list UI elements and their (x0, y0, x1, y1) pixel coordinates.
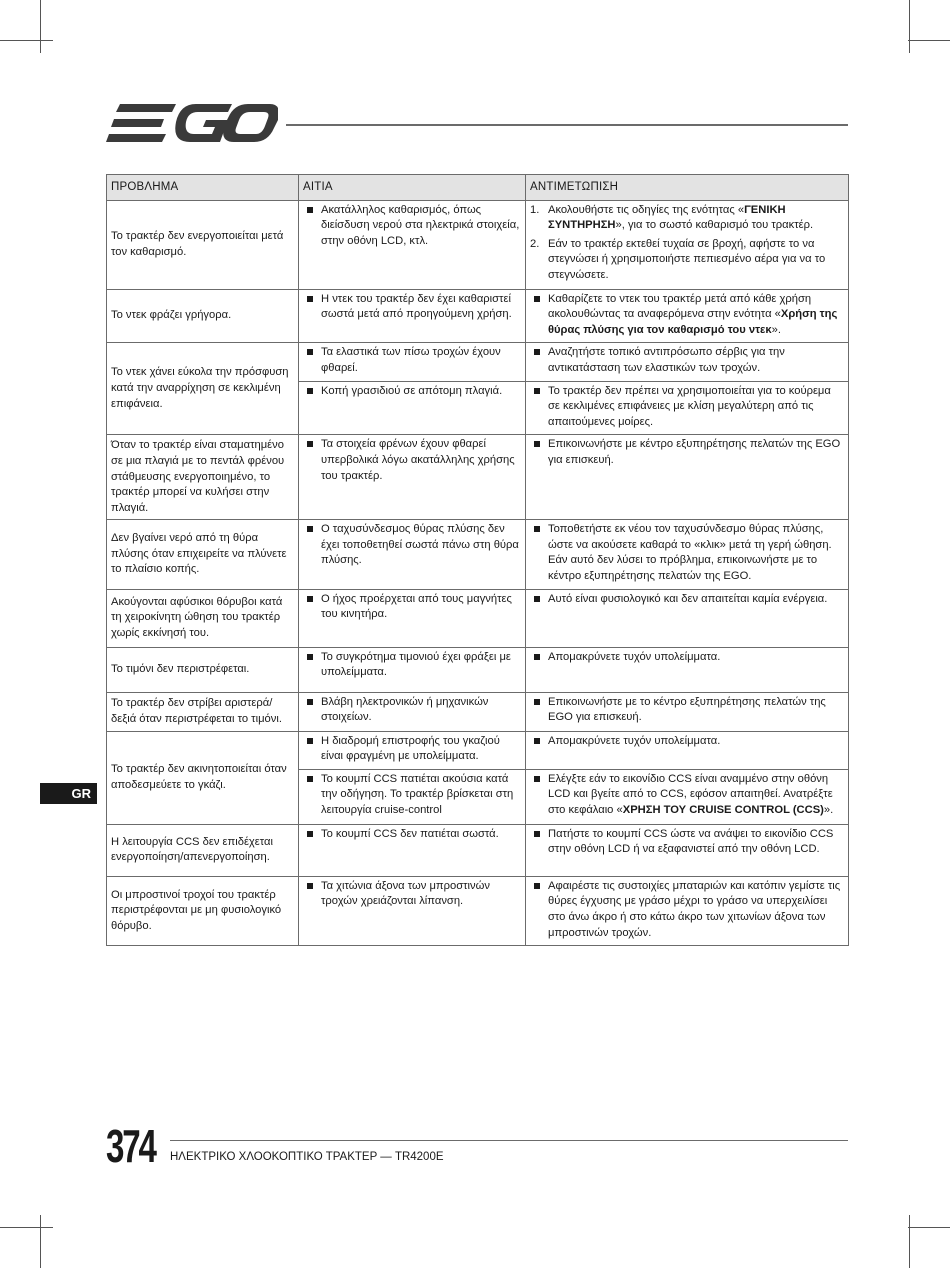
crop-mark (0, 40, 53, 41)
cause-text: Ο ταχυσύνδεσμος θύρας πλύσης δεν έχει τοποθετηθεί σωστά πάνω στη θύρα πλύσης. (303, 522, 521, 569)
cause-text: Η διαδρομή επιστροφής του γκαζιού είναι φραγμένη με υπολείμματα. (303, 734, 521, 765)
cause-cell (299, 769, 526, 824)
cause-text: Το κουμπί CCS δεν πατιέται σωστά. (303, 827, 521, 843)
remedy-cell (526, 589, 849, 647)
cause-text: Ο ήχος προέρχεται από τους μαγνήτες του κινητήρα. (303, 592, 521, 623)
problem-cell: Το ντεκ χάνει εύκολα την πρόσφυση κατά την αναρρίχηση σε κεκλιμένη επιφάνεια. (107, 343, 299, 435)
header-rule (286, 124, 848, 126)
remedy-cell (526, 769, 849, 824)
remedy-cell (526, 435, 849, 520)
footer-title: ΗΛΕΚΤΡΙΚΟ ΧΛΟΟΚΟΠΤΙΚΟ ΤΡΑΚΤΕΡ — TR4200E (170, 1151, 444, 1163)
problem-cell: Ακούγονται αφύσικοι θόρυβοι κατά τη χειροκίνητη ώθηση του τρακτέρ χωρίς εκκίνησή του. (107, 589, 299, 647)
table-row (107, 731, 849, 769)
crop-mark (40, 1215, 41, 1268)
problem-cell: Το τρακτέρ δεν ακινητοποιείται όταν αποδεσμεύετε το γκάζι. (107, 731, 299, 824)
remedy-text: Πατήστε το κουμπί CCS ώστε να ανάψει το εικονίδιο CCS στην οθόνη LCD ή να εξαφανιστεί από την οθόνη LCD. (530, 827, 844, 858)
remedy-step: 1. Ακολουθήστε τις οδηγίες της ενότητας «ΓΕΝΙΚΗ ΣΥΝΤΗΡΗΣΗ», για το σωστό καθαρισμό του τρακτέρ. (530, 203, 814, 232)
remedy-text: Αναζητήστε τοπικό αντιπρόσωπο σέρβις για την αντικατάσταση των ελαστικών των τροχών. (530, 345, 844, 376)
remedy-cell (526, 692, 849, 731)
remedy-step: 2. Εάν το τρακτέρ εκτεθεί τυχαία σε βροχή, αφήστε το να στεγνώσει ή χρησιμοποιήστε πεπιεσμένο αέρα για να το στεγνώσετε. (530, 237, 826, 281)
remedy-cell (526, 824, 849, 876)
footer-rule (170, 1140, 848, 1141)
remedy-text: Απομακρύνετε τυχόν υπολείμματα. (530, 734, 844, 750)
header-cause: ΑΙΤΙΑ (299, 175, 526, 201)
remedy-text: Επικοινωνήστε με το κέντρο εξυπηρέτησης πελατών της EGO για επισκευή. (530, 695, 844, 726)
crop-mark (909, 0, 910, 53)
cause-text: Τα στοιχεία φρένων έχουν φθαρεί υπερβολικά λόγω ακατάλληλης χρήσης του τρακτέρ. (303, 437, 521, 484)
remedy-cell (526, 200, 849, 289)
remedy-text: Αφαιρέστε τις συστοιχίες μπαταριών και κατόπιν γεμίστε τις θύρες έγχυσης με γράσο μέχρι το γράσο να υπερχειλίσει στο άνω άκρο ή στο κάτω άκρο των χιτωνίων άξονα των μπροστινών τροχών. (530, 879, 844, 941)
cause-cell (299, 876, 526, 945)
problem-cell: Όταν το τρακτέρ είναι σταματημένο σε μια πλαγιά με το πεντάλ φρένου στάθμευσης ενεργοποιημένο, το τρακτέρ μπορεί να κυλήσει στην πλαγιά. (107, 435, 299, 520)
table-row (107, 435, 849, 520)
page-number: 374 (106, 1120, 155, 1172)
troubleshooting-table (106, 174, 849, 946)
header-problem: ΠΡΟΒΛΗΜΑ (107, 175, 299, 201)
cause-text: Τα ελαστικά των πίσω τροχών έχουν φθαρεί. (303, 345, 521, 376)
remedy-text: Το τρακτέρ δεν πρέπει να χρησιμοποιείται για το κούρεμα σε κεκλιμένες επιφάνειες με κλίση μεγαλύτερη από τις απαιτούμενες μοίρες. (530, 384, 844, 431)
table-row (107, 200, 849, 289)
cause-cell (299, 381, 526, 435)
problem-cell: Το τρακτέρ δεν στρίβει αριστερά/ δεξιά όταν περιστρέφεται το τιμόνι. (107, 692, 299, 731)
crop-mark (40, 0, 41, 53)
remedy-text: Αυτό είναι φυσιολογικό και δεν απαιτείται καμία ενέργεια. (530, 592, 844, 608)
problem-cell: Η λειτουργία CCS δεν επιδέχεται ενεργοποίηση/απενεργοποίηση. (107, 824, 299, 876)
table-row (107, 520, 849, 589)
cause-cell (299, 343, 526, 381)
crop-mark (909, 1215, 910, 1268)
problem-cell: Δεν βγαίνει νερό από τη θύρα πλύσης όταν επιχειρείτε να πλύνετε το πλαίσιο κοπής. (107, 520, 299, 589)
cause-text: Ακατάλληλος καθαρισμός, όπως διείσδυση νερού στα ηλεκτρικά στοιχεία, στην οθόνη LCD, κτλ. (303, 203, 521, 250)
remedy-cell (526, 876, 849, 945)
cause-cell (299, 824, 526, 876)
problem-cell: Το τιμόνι δεν περιστρέφεται. (107, 647, 299, 692)
cause-text: Βλάβη ηλεκτρονικών ή μηχανικών στοιχείων. (303, 695, 521, 726)
remedy-text: Ελέγξτε εάν το εικονίδιο CCS είναι αναμμένο στην οθόνη LCD και βγείτε από το CCS, εφόσον απαιτηθεί. Ανατρέξτε στο κεφάλαιο «ΧΡΗΣΗ ΤΟΥ CRUISE CONTROL (CCS)». (530, 772, 844, 819)
cause-cell (299, 647, 526, 692)
table-row (107, 589, 849, 647)
remedy-text: Τοποθετήστε εκ νέου τον ταχυσύνδεσμο θύρας πλύσης, ώστε να ακούσετε καθαρά το «κλικ» μετά τη γερή ώθηση. Εάν αυτό δεν λύσει το πρόβλημα, επικοινωνήστε με το κέντρο εξυπηρέτησης πελατών της EGO. (530, 522, 844, 584)
cause-text: Το συγκρότημα τιμονιού έχει φράξει με υπολείμματα. (303, 650, 521, 681)
table-row (107, 647, 849, 692)
remedy-cell (526, 520, 849, 589)
table-row (107, 289, 849, 343)
crop-mark (908, 1227, 950, 1228)
cause-cell (299, 692, 526, 731)
problem-cell: Το ντεκ φράζει γρήγορα. (107, 289, 299, 343)
remedy-text: Επικοινωνήστε με κέντρο εξυπηρέτησης πελατών της EGO για επισκευή. (530, 437, 844, 468)
table-row (107, 876, 849, 945)
remedy-text: Απομακρύνετε τυχόν υπολείμματα. (530, 650, 844, 666)
cause-cell (299, 200, 526, 289)
remedy-cell (526, 381, 849, 435)
cause-cell (299, 520, 526, 589)
cause-cell (299, 289, 526, 343)
cause-cell (299, 731, 526, 769)
cause-cell (299, 589, 526, 647)
language-tab: GR (40, 783, 97, 804)
cause-text: Κοπή γρασιδιού σε απότομη πλαγιά. (303, 384, 521, 400)
cause-text: Η ντεκ του τρακτέρ δεν έχει καθαριστεί σωστά μετά από προηγούμενη χρήση. (303, 292, 521, 323)
table-row (107, 692, 849, 731)
table-row (107, 824, 849, 876)
ego-logo (106, 102, 278, 144)
problem-cell: Οι μπροστινοί τροχοί του τρακτέρ περιστρέφονται με μη φυσιολογικό θόρυβο. (107, 876, 299, 945)
cause-text: Το κουμπί CCS πατιέται ακούσια κατά την οδήγηση. Το τρακτέρ βρίσκεται στη λειτουργία cruise-control (303, 772, 521, 819)
problem-cell: Το τρακτέρ δεν ενεργοποιείται μετά τον καθαρισμό. (107, 200, 299, 289)
remedy-cell (526, 289, 849, 343)
header-remedy: ΑΝΤΙΜΕΤΩΠΙΣΗ (526, 175, 849, 201)
remedy-cell (526, 343, 849, 381)
crop-mark (908, 40, 950, 41)
table-row (107, 343, 849, 381)
table-header-row (107, 175, 849, 201)
remedy-cell (526, 731, 849, 769)
cause-cell (299, 435, 526, 520)
remedy-cell (526, 647, 849, 692)
crop-mark (0, 1227, 53, 1228)
remedy-text: Καθαρίζετε το ντεκ του τρακτέρ μετά από κάθε χρήση ακολουθώντας τα αναφερόμενα στην ενότητα «Χρήση της θύρας πλύσης για τον καθαρισμό του ντεκ». (530, 292, 844, 339)
cause-text: Τα χιτώνια άξονα των μπροστινών τροχών χρειάζονται λίπανση. (303, 879, 521, 910)
